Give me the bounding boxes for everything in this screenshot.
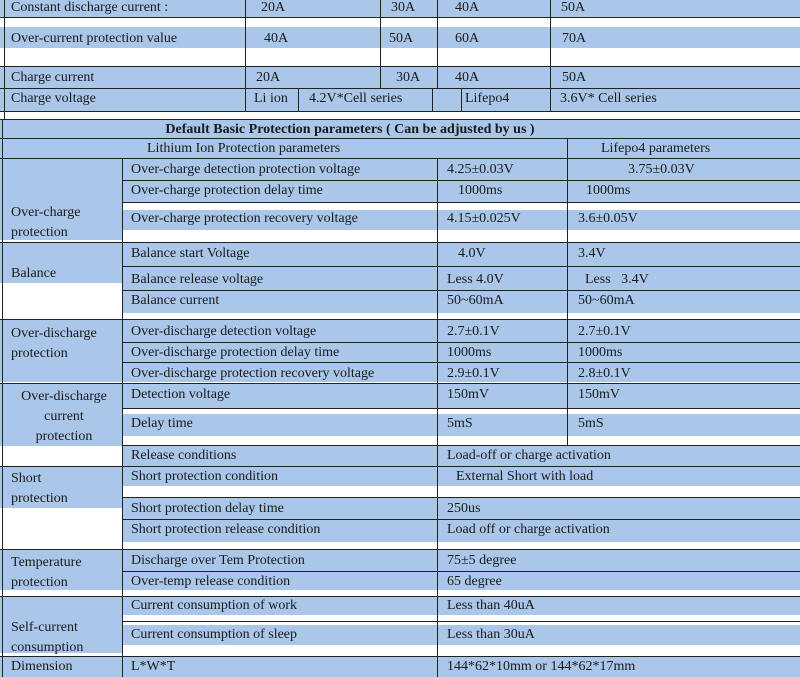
param-balance-start: Balance start Voltage [131, 246, 250, 261]
charge-current-label: Charge current [11, 70, 95, 85]
fe-overdischarge-detection: 2.7±0.1V [578, 324, 631, 339]
li-overcharge-delay: 1000ms [458, 183, 503, 198]
discharge-30a: 30A [391, 0, 416, 15]
column-lithium-ion: Lithium Ion Protection parameters [147, 141, 341, 156]
protection-title: Default Basic Protection parameters ( Can be adjusted by us ) [165, 122, 535, 137]
param-overcharge-detection: Over-charge detection protection voltage [131, 162, 361, 177]
overcurrent-60a: 60A [455, 31, 480, 46]
param-overtemp-release: Over-temp release condition [131, 574, 291, 589]
param-overdischarge-recovery: Over-discharge protection recovery voltage [131, 366, 375, 381]
param-consumption-sleep: Current consumption of sleep [131, 627, 298, 642]
charge-current-30a: 30A [396, 70, 421, 85]
charge-voltage-liion-value: 4.2V*Cell series [309, 91, 403, 106]
value-consumption-sleep: Less than 30uA [447, 627, 535, 642]
value-discharge-over-tem: 75±5 degree [447, 553, 517, 568]
group-selfcurrent: Self-current consumption [11, 620, 84, 655]
param-release-conditions: Release conditions [131, 448, 237, 463]
fe-balance-release: Less 3.4V [585, 272, 649, 287]
discharge-40a: 40A [455, 0, 480, 15]
param-overcharge-recovery: Over-charge protection recovery voltage [131, 211, 358, 226]
li-overdischarge-recovery: 2.9±0.1V [447, 366, 500, 381]
fe-balance-current: 50~60mA [578, 293, 635, 308]
group-short: Short protection [11, 471, 68, 506]
param-overcharge-delay: Over-charge protection delay time [131, 183, 323, 198]
discharge-50a: 50A [561, 0, 586, 15]
charge-current-40a: 40A [455, 70, 480, 85]
param-delay-time: Delay time [131, 416, 193, 431]
charge-voltage-liion: Li ion [254, 91, 288, 106]
li-overcharge-detection: 4.25±0.03V [447, 162, 514, 177]
value-dimension: 144*62*10mm or 144*62*17mm [447, 659, 636, 674]
overcurrent-label: Over-current protection value [11, 31, 178, 46]
param-consumption-work: Current consumption of work [131, 598, 298, 613]
li-overdischarge-delay: 1000ms [447, 345, 492, 360]
li-delay-time: 5mS [447, 416, 473, 431]
group-temperature: Temperature protection [11, 555, 82, 590]
fe-overdischarge-delay: 1000ms [578, 345, 623, 360]
group-overcharge: Over-charge protection [11, 205, 81, 240]
group-balance: Balance [11, 266, 57, 281]
fe-detection-voltage: 150mV [578, 387, 620, 402]
li-detection-voltage: 150mV [447, 387, 489, 402]
fe-overdischarge-recovery: 2.8±0.1V [578, 366, 631, 381]
value-overtemp-release: 65 degree [447, 574, 502, 589]
fe-overcharge-delay: 1000ms [586, 183, 631, 198]
param-short-delay: Short protection delay time [131, 501, 284, 516]
group-overdischarge-current: Over-discharge current protection [21, 389, 107, 444]
discharge-label: Constant discharge current : [11, 0, 169, 15]
value-release-conditions: Load-off or charge activation [447, 448, 611, 463]
charge-voltage-lifepo4-value: 3.6V* Cell series [560, 91, 657, 106]
li-balance-current: 50~60mA [447, 293, 504, 308]
overcurrent-50a: 50A [389, 31, 414, 46]
column-lifepo4: Lifepo4 parameters [601, 141, 711, 156]
discharge-20a: 20A [261, 0, 286, 15]
group-overdischarge: Over-discharge protection [11, 326, 97, 361]
value-short-delay: 250us [447, 501, 481, 516]
value-short-release: Load off or charge activation [447, 522, 610, 537]
param-lwt: L*W*T [131, 659, 176, 674]
li-overdischarge-detection: 2.7±0.1V [447, 324, 500, 339]
li-overcharge-recovery: 4.15±0.025V [447, 211, 521, 226]
li-balance-release: Less 4.0V [447, 272, 504, 287]
li-balance-start: 4.0V [458, 246, 486, 261]
fe-overcharge-detection: 3.75±0.03V [628, 162, 695, 177]
param-balance-current: Balance current [131, 293, 220, 308]
param-short-condition: Short protection condition [131, 469, 278, 484]
fe-delay-time: 5mS [578, 416, 604, 431]
group-dimension: Dimension [11, 659, 73, 674]
fe-balance-start: 3.4V [578, 246, 606, 261]
param-balance-release: Balance release voltage [131, 272, 264, 287]
param-detection-voltage: Detection voltage [131, 387, 231, 402]
param-overdischarge-delay: Over-discharge protection delay time [131, 345, 340, 360]
fe-overcharge-recovery: 3.6±0.05V [578, 211, 638, 226]
param-short-release: Short protection release condition [131, 522, 321, 537]
param-discharge-over-tem: Discharge over Tem Protection [131, 553, 305, 568]
charge-current-20a: 20A [256, 70, 281, 85]
charge-current-50a: 50A [562, 70, 587, 85]
param-overdischarge-detection: Over-discharge detection voltage [131, 324, 317, 339]
value-consumption-work: Less than 40uA [447, 598, 535, 613]
overcurrent-70a: 70A [562, 31, 587, 46]
overcurrent-40a: 40A [264, 31, 289, 46]
value-short-condition: External Short with load [456, 469, 594, 484]
charge-voltage-lifepo4: Lifepo4 [465, 91, 510, 106]
charge-voltage-label: Charge voltage [11, 91, 96, 106]
